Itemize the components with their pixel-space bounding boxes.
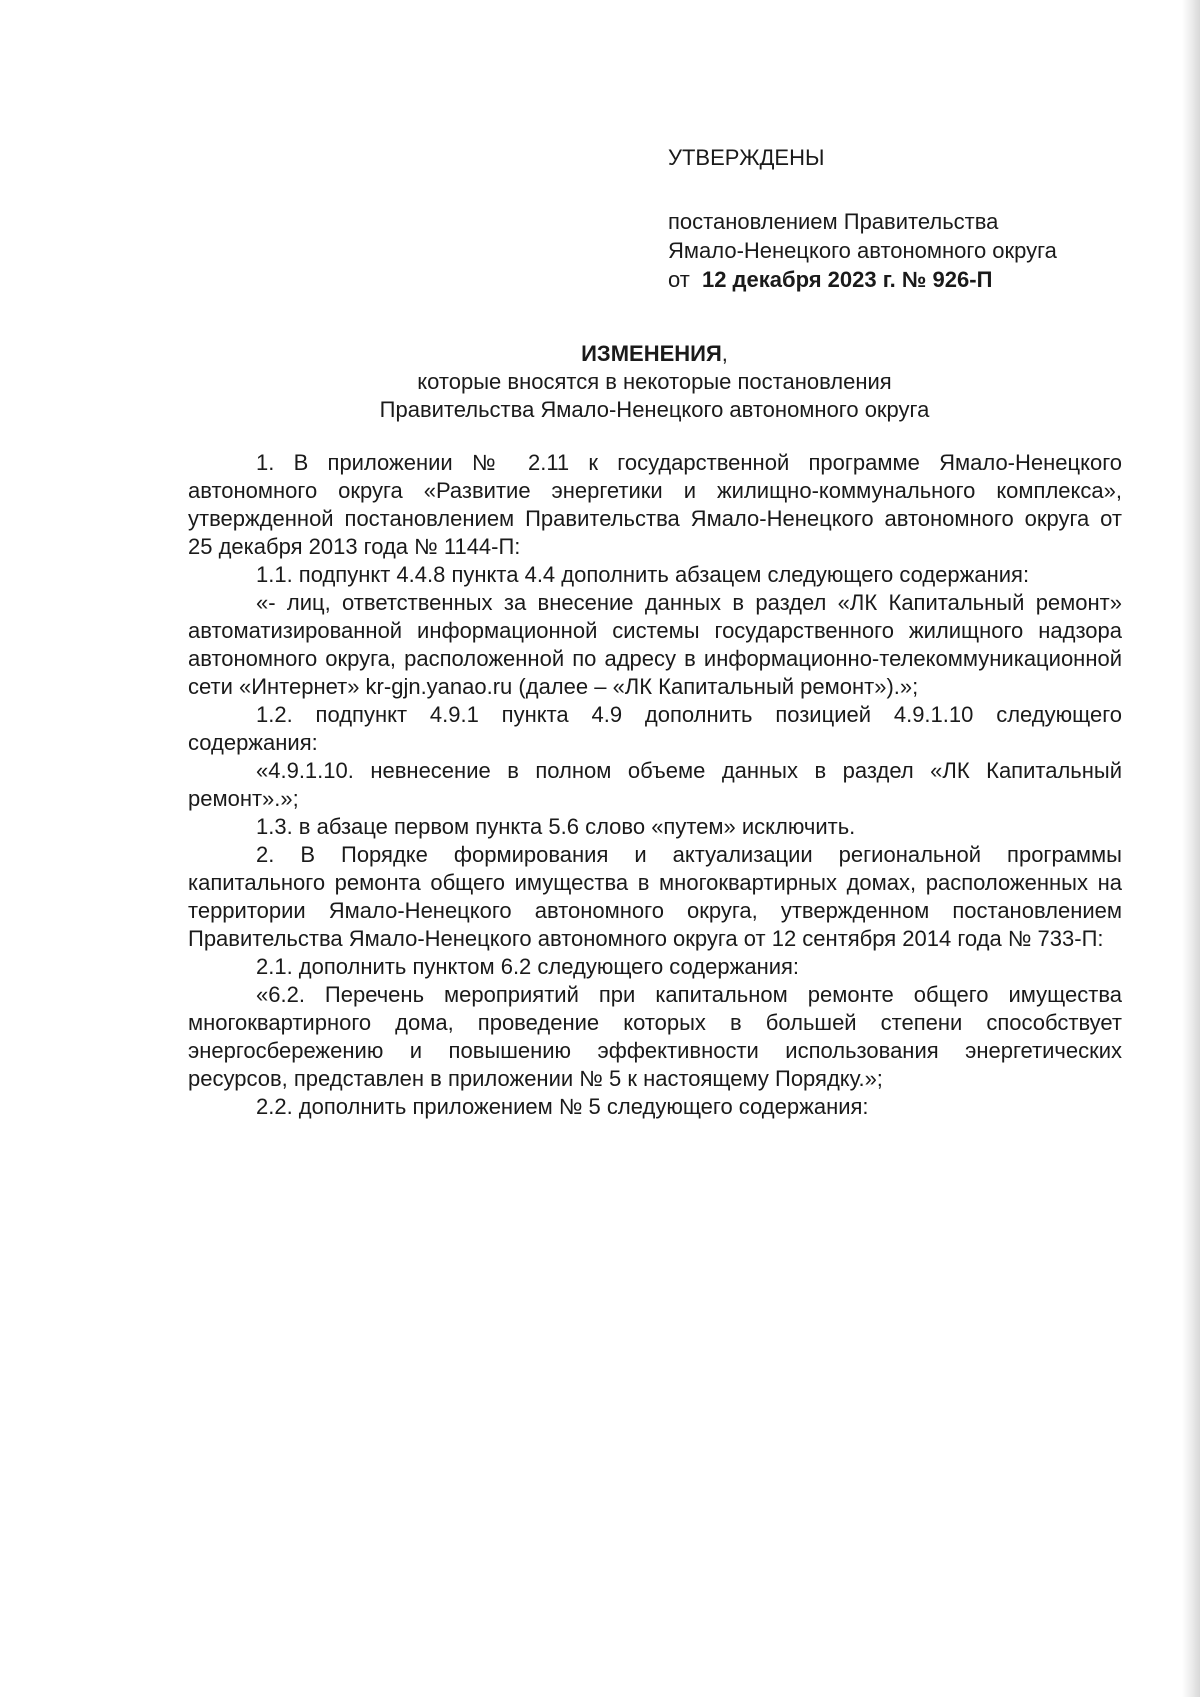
document-body [188,449,1122,1121]
paragraph: 1.3. в абзаце первом пункта 5.6 слово «путем» исключить. [256,814,856,839]
document-title: ИЗМЕНЕНИЯ [581,341,722,366]
document-title-suffix: , [721,341,728,366]
approval-date-number: 12 декабря 2023 г. № 926-П [701,267,993,292]
approval-date-line [668,265,1138,294]
approval-line-2: Ямало-Ненецкого автономного округа [668,238,1057,263]
document-subtitle-line-1: которые вносятся в некоторые постановления [417,369,892,394]
paragraph: 2.2. дополнить приложением № 5 следующего содержания: [256,1094,869,1119]
paragraph: «6.2. Перечень мероприятий при капитальном ремонте общего имущества многоквартирного дома, проведение которых в большей степени способствует энергосбережению и повышению эффективности использования энергетических ресурсов, представлен в приложении № 5 к настоящему Порядку.»; [188,982,1122,1091]
document-heading [186,340,1123,424]
document-subtitle-line-2: Правительства Ямало-Ненецкого автономного округа [379,397,930,422]
approval-stamp [668,143,1138,294]
paragraph: 2. В Порядке формирования и актуализации региональной программы капитального ремонта общего имущества в многоквартирных домах, расположенных на территории Ямало-Ненецкого автономного округа, утвержденном постановлением Правительства Ямало-Ненецкого автономного округа от 12 сентября 2014 года № 733-П: [188,842,1122,951]
paragraph: 1.1. подпункт 4.4.8 пункта 4.4 дополнить абзацем следующего содержания: [256,562,1030,587]
approval-line-1: постановлением Правительства [668,209,999,234]
page-edge-shadow [1182,0,1200,1697]
paragraph: 1.2. подпункт 4.9.1 пункта 4.9 дополнить позицией 4.9.1.10 следующего содержания: [188,702,1122,755]
document-title-line [186,340,1123,368]
paragraph: 1. В приложении № 2.11 к государственной программе Ямало-Ненецкого автономного округа «Развитие энергетики и жилищно-коммунального комплекса», утвержденной постановлением Правительства Ямало-Ненецкого автономного округа от 25 декабря 2013 года № 1144-П: [188,450,1122,559]
paragraph: «4.9.1.10. невнесение в полном объеме данных в раздел «ЛК Капитальный ремонт».»; [188,758,1122,811]
paragraph: «- лиц, ответственных за внесение данных в раздел «ЛК Капитальный ремонт» автоматизированной информационной системы государственного жилищного надзора автономного округа, расположенной по адресу в информационно-телекоммуникационной сети «Интернет» kr-gjn.yanao.ru (далее – «ЛК Капитальный ремонт»).»; [188,590,1122,699]
paragraph: 2.1. дополнить пунктом 6.2 следующего содержания: [256,954,800,979]
approval-date-prefix: от [668,267,690,292]
approval-heading: УТВЕРЖДЕНЫ [668,145,825,170]
